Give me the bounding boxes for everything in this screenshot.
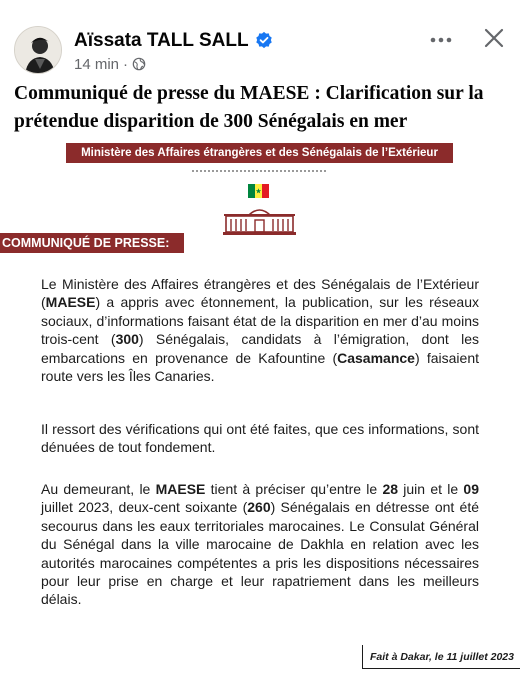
close-icon bbox=[484, 28, 504, 48]
banner-divider bbox=[192, 170, 326, 172]
more-dots-icon bbox=[430, 37, 452, 43]
press-release-image[interactable] bbox=[0, 140, 521, 680]
close-button[interactable] bbox=[478, 22, 510, 54]
signature-underline bbox=[362, 668, 520, 669]
emphasis-text: 260 bbox=[247, 499, 271, 516]
palace-building-icon bbox=[222, 202, 297, 236]
emphasis-text: MAESE bbox=[45, 294, 96, 311]
post-time[interactable]: 14 min bbox=[74, 56, 120, 73]
emphasis-text: MAESE bbox=[155, 481, 206, 497]
post-header bbox=[0, 0, 521, 80]
senegal-flag-icon bbox=[248, 184, 269, 198]
paragraph-text: juin et le bbox=[398, 481, 464, 497]
paragraph-text: juillet 2023, deux-cent soixante ( bbox=[41, 499, 248, 516]
signature-date: Fait à Dakar, le 11 juillet 2023 bbox=[370, 651, 514, 663]
author-name[interactable]: Aïssata TALL SALL bbox=[74, 30, 249, 51]
paragraph-text: Le Ministère des Affaires étrangères et des Sénégalais de l’Extérieur ( bbox=[41, 276, 479, 311]
ministry-banner: Ministère des Affaires étrangères et des Sénégalais de l’Extérieur bbox=[66, 143, 453, 163]
paragraph-text: tient à préciser qu’entre le bbox=[205, 481, 383, 497]
signature-rule bbox=[362, 645, 363, 669]
verified-badge-icon bbox=[255, 31, 273, 55]
post-text: Communiqué de presse du MAESE : Clarification sur la prétendue disparition de 300 Sénégalais en mer bbox=[14, 83, 484, 132]
post-meta bbox=[74, 56, 146, 75]
paragraph-text: ) Sénégalais en détresse ont été secourus dans les eaux territoriales marocaines. Le Consulat Général du Sénégal dans la ville marocaine de Dakhla en relation avec les autorités marocaines compétentes a pris les dispositions nécessaires pour leur prise en charge et leur rapatriement dans les meilleurs délais. bbox=[41, 499, 480, 608]
author-avatar[interactable] bbox=[14, 26, 62, 74]
meta-separator: · bbox=[123, 56, 129, 73]
paragraph-text: ) Sénégalais, candidats à l’émigration, dont les embarcations en provenance de Kafountine ( bbox=[41, 331, 479, 366]
avatar-portrait-icon bbox=[15, 27, 62, 74]
emphasis-text: 300 bbox=[115, 331, 139, 348]
paragraph-text: Au demeurant, le bbox=[41, 481, 156, 497]
paragraph-3 bbox=[41, 480, 479, 609]
emphasis-text: 28 bbox=[382, 481, 399, 497]
paragraph-text: ) a appris avec étonnement, la publication, sur les réseaux sociaux, d’informations faisant état de la disparition en mer d’au moins trois-cent ( bbox=[41, 294, 479, 348]
paragraph-text: Il ressort des vérifications qui ont été faites, que ces informations, sont dénuées de tout fondement. bbox=[41, 421, 479, 456]
paragraph-1 bbox=[41, 275, 479, 385]
more-options-button[interactable] bbox=[424, 26, 458, 54]
press-release-heading: COMMUNIQUÉ DE PRESSE: bbox=[0, 233, 184, 253]
paragraph-text: ) faisaient route vers les Îles Canaries. bbox=[41, 349, 479, 385]
emphasis-text: 09 bbox=[463, 481, 479, 497]
emphasis-text: Casamance bbox=[337, 349, 415, 366]
author-name-row[interactable] bbox=[74, 30, 273, 55]
paragraph-2 bbox=[41, 420, 479, 457]
globe-icon[interactable] bbox=[132, 57, 146, 75]
